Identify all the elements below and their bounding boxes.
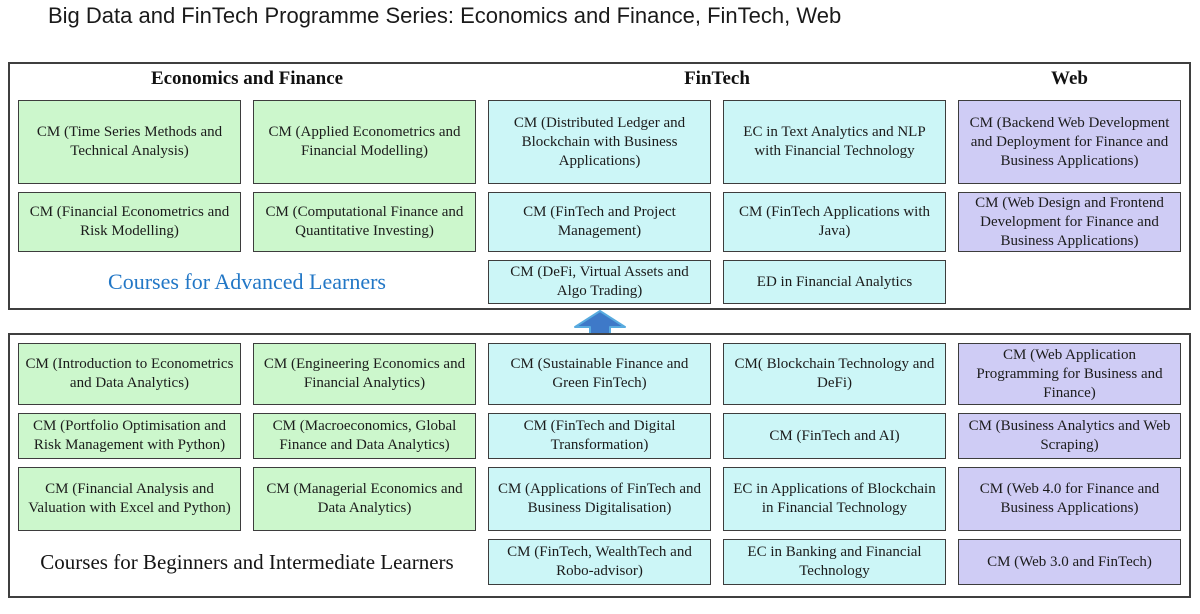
course-box: EC in Banking and Financial Technology: [723, 539, 946, 585]
column-header-web: Web: [1051, 68, 1088, 89]
course-box: CM (Time Series Methods and Technical Analysis): [18, 100, 241, 184]
course-box: CM (Applied Econometrics and Financial Modelling): [253, 100, 476, 184]
course-box: CM (Sustainable Finance and Green FinTech): [488, 343, 711, 405]
beginner-intermediate-label: Courses for Beginners and Intermediate Learners: [40, 549, 454, 574]
course-box: CM (Applications of FinTech and Business Digitalisation): [488, 467, 711, 531]
course-box: CM (Computational Finance and Quantitative Investing): [253, 192, 476, 252]
course-box: CM (Financial Analysis and Valuation with Excel and Python): [18, 467, 241, 531]
course-box: CM (Managerial Economics and Data Analytics): [253, 467, 476, 531]
course-box: EC in Text Analytics and NLP with Financial Technology: [723, 100, 946, 184]
advanced-learners-panel: [8, 62, 1191, 310]
course-box: CM (FinTech Applications with Java): [723, 192, 946, 252]
course-box: CM (Financial Econometrics and Risk Modelling): [18, 192, 241, 252]
course-box: CM (FinTech and Project Management): [488, 192, 711, 252]
course-box: CM( Blockchain Technology and DeFi): [723, 343, 946, 405]
course-box: CM (Web Application Programming for Business and Finance): [958, 343, 1181, 405]
column-header-fintech: FinTech: [684, 68, 750, 89]
course-box: CM (Distributed Ledger and Blockchain with Business Applications): [488, 100, 711, 184]
column-header-economics-finance: Economics and Finance: [150, 68, 344, 89]
course-box: CM (Introduction to Econometrics and Data Analytics): [18, 343, 241, 405]
course-box: CM (Engineering Economics and Financial Analytics): [253, 343, 476, 405]
course-box: CM (Web 3.0 and FinTech): [958, 539, 1181, 585]
course-box: CM (Web 4.0 for Finance and Business Applications): [958, 467, 1181, 531]
course-box: EC in Applications of Blockchain in Financial Technology: [723, 467, 946, 531]
course-box: CM (Web Design and Frontend Development for Finance and Business Applications): [958, 192, 1181, 252]
page-title: Big Data and FinTech Programme Series: Economics and Finance, FinTech, Web: [48, 3, 842, 28]
course-box: CM (DeFi, Virtual Assets and Algo Trading): [488, 260, 711, 304]
course-box: CM (Backend Web Development and Deployment for Finance and Business Applications): [958, 100, 1181, 184]
course-box: CM (Business Analytics and Web Scraping): [958, 413, 1181, 459]
course-box: CM (Portfolio Optimisation and Risk Management with Python): [18, 413, 241, 459]
course-box: CM (FinTech, WealthTech and Robo-advisor): [488, 539, 711, 585]
course-box: CM (Macroeconomics, Global Finance and Data Analytics): [253, 413, 476, 459]
advanced-learners-label: Courses for Advanced Learners: [108, 269, 386, 294]
course-box: CM (FinTech and Digital Transformation): [488, 413, 711, 459]
beginner-intermediate-panel: [8, 333, 1191, 598]
course-box: ED in Financial Analytics: [723, 260, 946, 304]
course-box: CM (FinTech and AI): [723, 413, 946, 459]
